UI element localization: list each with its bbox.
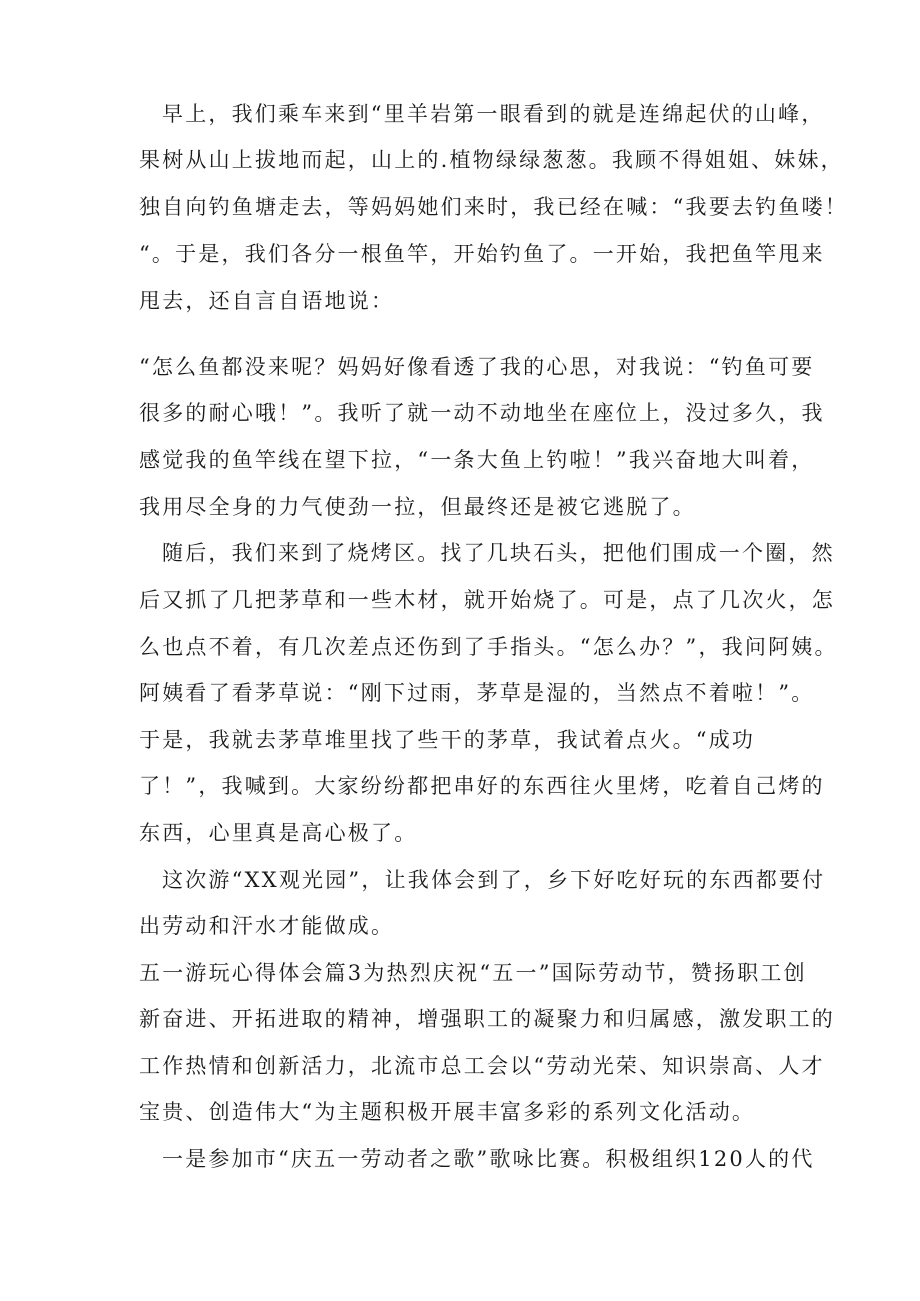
text-line-6: “怎么鱼都没来呢？妈妈好像看透了我的心思，对我说：“钓鱼可要 [139, 355, 815, 379]
text-line-20: 新奋进、开拓进取的精神，增强职工的凝聚力和归属感，激发职工的 [139, 1007, 835, 1031]
text-line-19: 五一游玩心得体会篇3为热烈庆祝“五一”国际劳动节，赞扬职工创 [139, 961, 807, 985]
text-line-18: 出劳动和汗水才能做成。 [139, 914, 395, 938]
text-line-21: 工作热情和创新活力，北流市总工会以“劳动光荣、知识崇高、人才 [139, 1054, 825, 1078]
text-line-13: 阿姨看了看茅草说：“刚下过雨，茅草是湿的，当然点不着啦！”。 [139, 681, 815, 705]
text-line-9: 我用尽全身的力气使劲一拉，但最终还是被它逃脱了。 [139, 495, 696, 519]
text-line-14: 于是，我就去茅草堆里找了些干的茅草，我试着点火。“成功 [139, 728, 756, 752]
text-line-17: 这次游“XX观光园”，让我体会到了，乡下好吃好玩的东西都要付 [162, 868, 826, 892]
text-line-16: 东西，心里真是高心极了。 [139, 821, 418, 845]
text-line-7: 很多的耐心哦！”。我听了就一动不动地坐在座位上，没过多久，我 [139, 401, 825, 425]
text-line-5: 甩去，还自言自语地说： [139, 289, 395, 313]
text-line-12: 么也点不着，有几次差点还伤到了手指头。“怎么办？”，我问阿姨。 [139, 635, 838, 659]
text-line-8: 感觉我的鱼竿线在望下拉，“一条大鱼上钓啦！”我兴奋地大叫着， [139, 448, 815, 472]
text-line-15: 了！”，我喊到。大家纷纷都把串好的东西往火里烤，吃着自己烤的 [139, 774, 825, 798]
text-line-2: 果树从山上拔地而起，山上的.植物绿绿葱葱。我顾不得姐姐、妹妹， [139, 148, 844, 172]
text-line-11: 后又抓了几把茅草和一些木材，就开始烧了。可是，点了几次火，怎 [139, 588, 835, 612]
text-line-23: 一是参加市“庆五一劳动者之歌”歌咏比赛。积极组织120人的代 [162, 1147, 815, 1171]
text-line-1: 早上，我们乘车来到“里羊岩第一眼看到的就是连绵起伏的山峰， [162, 102, 825, 126]
text-line-10: 随后，我们来到了烧烤区。找了几块石头，把他们围成一个圈，然 [162, 541, 835, 565]
text-line-3: 独自向钓鱼塘走去，等妈妈她们来时，我已经在喊：“我要去钓鱼喽！ [139, 195, 848, 219]
text-line-4: “。于是，我们各分一根鱼竿，开始钓鱼了。一开始，我把鱼竿甩来 [139, 242, 825, 266]
text-line-22: 宝贵、创造伟大“为主题积极开展丰富多彩的系列文化活动。 [139, 1100, 756, 1124]
